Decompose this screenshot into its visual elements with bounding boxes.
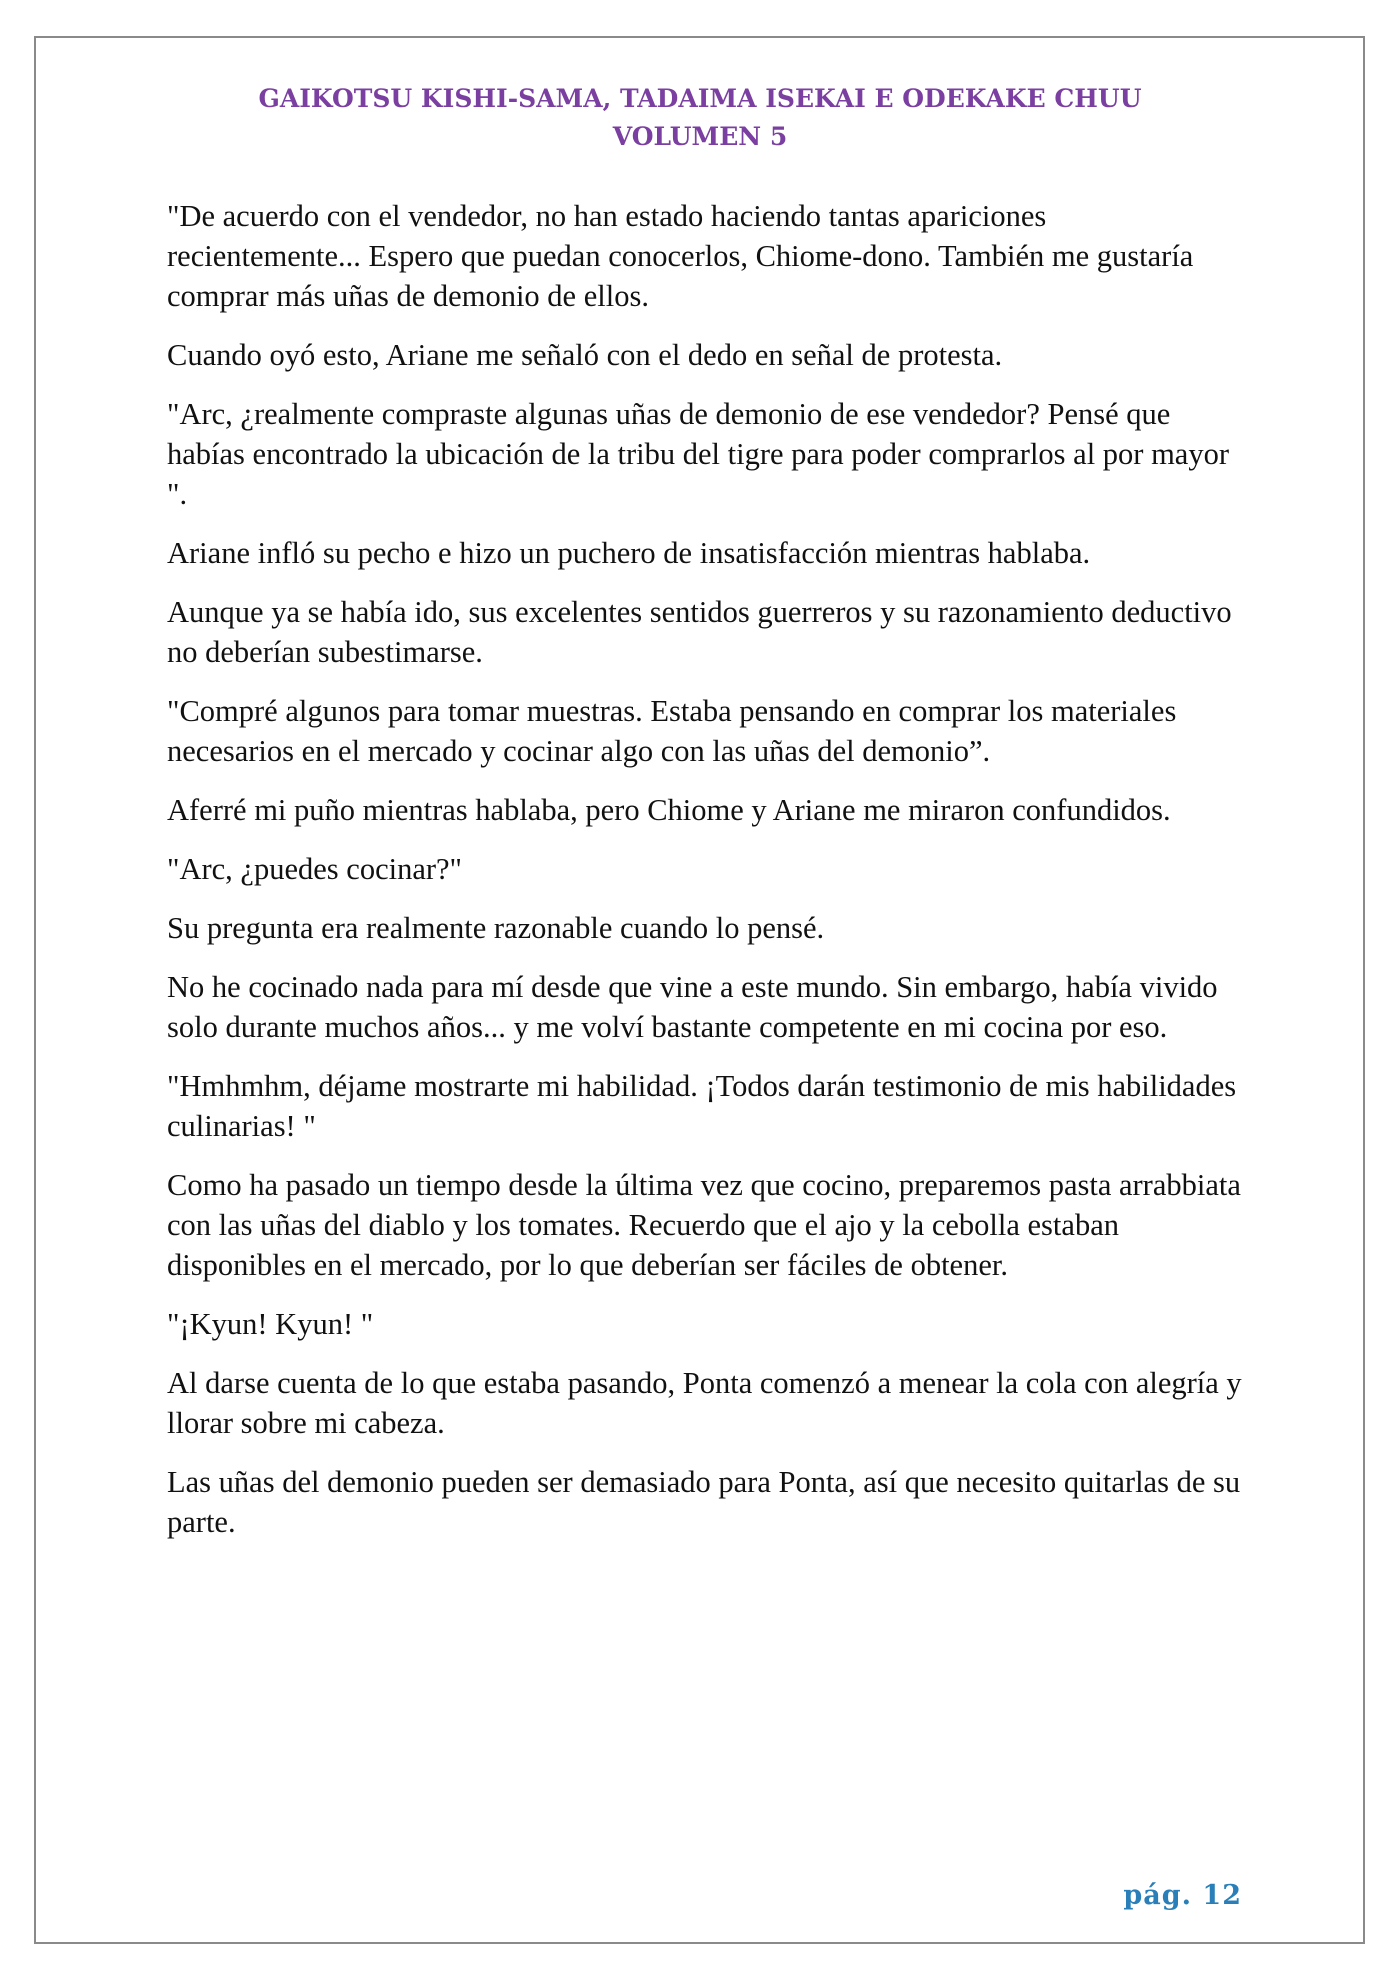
paragraph: Las uñas del demonio pueden ser demasiado para Ponta, así que necesito quitarlas de su parte. xyxy=(167,1465,1241,1539)
paragraph: "Arc, ¿realmente compraste algunas uñas de demonio de ese vendedor? Pensé que habías encontrado la ubicación de la tribu del tigre para poder comprarlos al por mayor ". xyxy=(167,397,1230,511)
paragraph: Su pregunta era realmente razonable cuando lo pensé. xyxy=(167,911,825,945)
paragraph: Ariane infló su pecho e hizo un puchero de insatisfacción mientras hablaba. xyxy=(167,536,1091,570)
paragraph: "Hmhmhm, déjame mostrarte mi habilidad. ¡Todos darán testimonio de mis habilidades culinarias! " xyxy=(167,1069,1237,1143)
body-text xyxy=(167,196,1247,1561)
paragraph: "De acuerdo con el vendedor, no han estado haciendo tantas apariciones recientemente... Espero que puedan conocerlos, Chiome-dono. También me gustaría comprar más uñas de demonio de ellos. xyxy=(167,199,1194,313)
paragraph: Como ha pasado un tiempo desde la última vez que cocino, preparemos pasta arrabbiata con las uñas del diablo y los tomates. Recuerdo que el ajo y la cebolla estaban disponibles en el mercado, por lo que deberían ser fáciles de obtener. xyxy=(167,1168,1241,1282)
paragraph: "¡Kyun! Kyun! " xyxy=(167,1307,374,1341)
paragraph: "Compré algunos para tomar muestras. Estaba pensando en comprar los materiales necesarios en el mercado y cocinar algo con las uñas del demonio”. xyxy=(167,694,1177,768)
header-volume: VOLUMEN 5 xyxy=(612,122,788,151)
paragraph: Al darse cuenta de lo que estaba pasando, Ponta comenzó a menear la cola con alegría y llorar sobre mi cabeza. xyxy=(167,1366,1242,1440)
paragraph: Aferré mi puño mientras hablaba, pero Chiome y Ariane me miraron confundidos. xyxy=(167,793,1171,827)
page-number: pág. 12 xyxy=(1123,1880,1242,1911)
paragraph: "Arc, ¿puedes cocinar?" xyxy=(167,852,463,886)
running-header xyxy=(0,80,1400,156)
paragraph: Aunque ya se había ido, sus excelentes sentidos guerreros y su razonamiento deductivo no deberían subestimarse. xyxy=(167,595,1232,669)
paragraph: Cuando oyó esto, Ariane me señaló con el dedo en señal de protesta. xyxy=(167,338,1003,372)
paragraph: No he cocinado nada para mí desde que vine a este mundo. Sin embargo, había vivido solo durante muchos años... y me volví bastante competente en mi cocina por eso. xyxy=(167,970,1218,1044)
header-title: GAIKOTSU KISHI-SAMA, TADAIMA ISEKAI E ODEKAKE CHUU xyxy=(258,84,1142,113)
